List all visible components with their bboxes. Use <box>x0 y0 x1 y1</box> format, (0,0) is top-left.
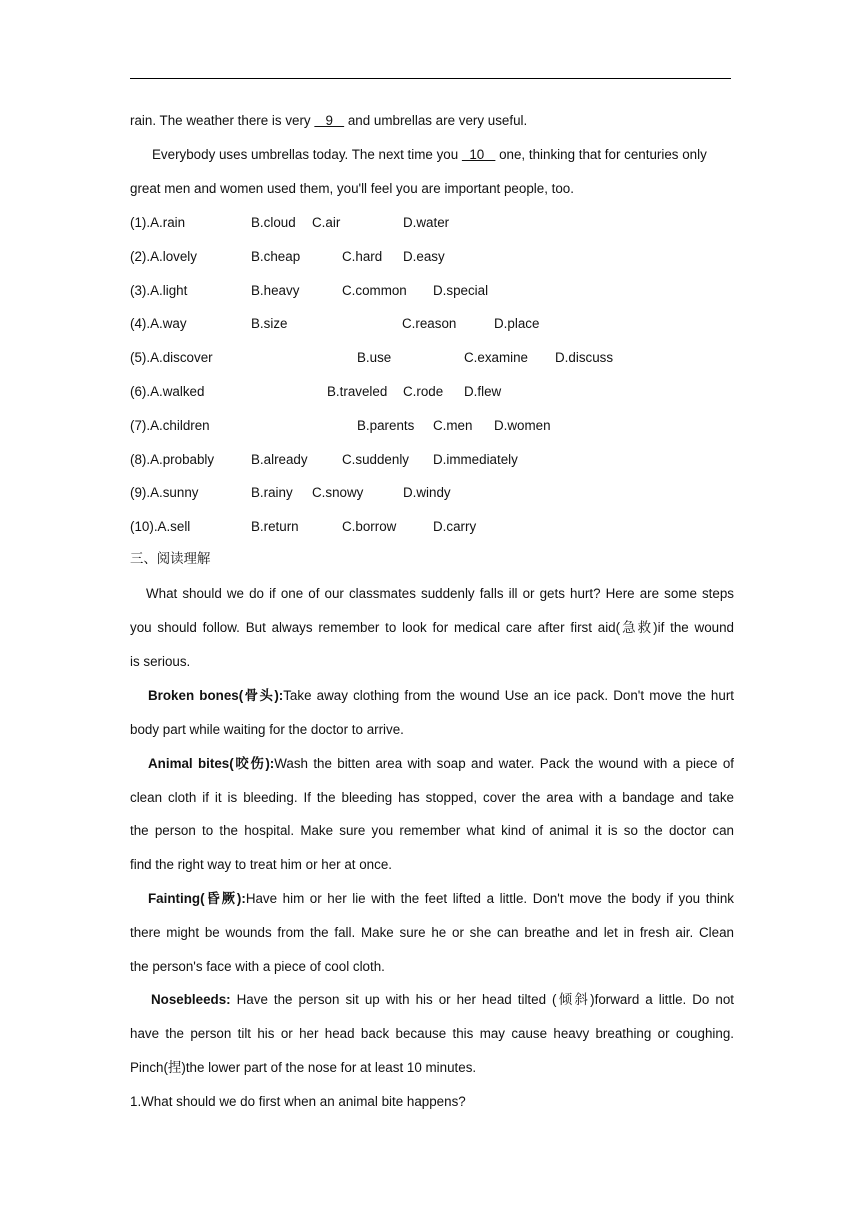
option-2-d: D.easy <box>403 248 445 264</box>
option-1-d: D.water <box>403 215 450 230</box>
text: 骨头 <box>243 688 275 704</box>
option-6-b: B.traveled <box>327 384 388 399</box>
text: Broken bones( <box>148 688 244 703</box>
option-8-c: C.suddenly <box>342 451 409 467</box>
fainting-line-2: there might be wounds from the fall. Make sure he or she can breathe and let in fresh air. Clean <box>130 925 734 940</box>
nosebleeds-line-2: have the person tilt his or her head back because this may cause heavy breathing or coughing. <box>130 1026 734 1041</box>
animal-bites-line-3: the person to the hospital. Make sure you remember what kind of animal it is so the doctor can <box>130 823 734 838</box>
option-4-a: (4).A.way <box>130 316 187 332</box>
option-5-d: D.discuss <box>555 350 614 366</box>
animal-bites-heading <box>148 756 274 771</box>
passage-line-2 <box>152 146 756 164</box>
text: 急救 <box>620 621 654 636</box>
text: and umbrellas are very useful. <box>344 113 528 128</box>
option-5-a: (5).A.discover <box>130 350 213 366</box>
text: Everybody uses umbrellas today. The next time you <box>152 147 462 162</box>
fainting-line-3: the person's face with a piece of cool cloth. <box>130 959 385 974</box>
text: Have him or her lie with the feet lifted a little. Don't move the body if you think <box>245 891 734 906</box>
section-heading: 三、阅读理解 <box>130 552 211 567</box>
option-7-a: (7).A.children <box>130 417 210 433</box>
text: 昏厥 <box>204 891 237 907</box>
text: ): <box>265 756 275 771</box>
option-10-c: C.borrow <box>342 519 397 535</box>
nosebleeds-line-1 <box>151 991 734 1010</box>
option-6-c: C.rode <box>403 384 444 399</box>
passage-line-1 <box>130 112 734 130</box>
animal-bites-line-2: clean cloth if it is bleeding. If the bleeding has stopped, cover the area with a bandage and take <box>130 790 734 805</box>
option-10-a: (10).A.sell <box>130 519 191 535</box>
option-3-a: (3).A.light <box>130 282 188 298</box>
intro-line-2 <box>130 619 734 638</box>
intro-line-3: is serious. <box>130 654 191 669</box>
broken-bones-heading <box>148 688 283 703</box>
blank-9: 9 <box>314 113 345 128</box>
text: 咬伤 <box>233 756 266 772</box>
option-3-c: C.common <box>342 282 407 298</box>
option-1-c: C.air <box>312 215 341 230</box>
option-8-a: (8).A.probably <box>130 451 215 467</box>
broken-bones-line-1 <box>148 687 734 705</box>
option-3-d: D.special <box>433 282 489 298</box>
option-5-b: B.use <box>357 350 392 366</box>
animal-bites-line-4: find the right way to treat him or her at once. <box>130 857 392 872</box>
text: 捏 <box>167 1061 182 1076</box>
text: )the lower part of the nose for at least 10 minutes. <box>181 1060 477 1075</box>
option-3-b: B.heavy <box>251 282 300 298</box>
nosebleeds-line-3 <box>130 1059 734 1078</box>
option-2-b: B.cheap <box>251 248 301 264</box>
option-6-a: (6).A.walked <box>130 384 205 399</box>
option-9-a: (9).A.sunny <box>130 485 199 501</box>
text: Fainting( <box>148 891 205 906</box>
option-2-c: C.hard <box>342 248 383 264</box>
fainting-heading <box>148 891 246 906</box>
option-7-d: D.women <box>494 417 551 433</box>
nosebleeds-heading: Nosebleeds: <box>151 992 231 1007</box>
option-1-b: B.cloud <box>251 215 296 230</box>
text: Have the person sit up with his or her head tilted ( <box>230 992 557 1007</box>
option-9-d: D.windy <box>403 485 451 501</box>
option-10-b: B.return <box>251 519 299 535</box>
option-10-d: D.carry <box>433 519 477 535</box>
broken-bones-line-2: body part while waiting for the doctor to arrive. <box>130 722 404 737</box>
option-4-c: C.reason <box>402 316 457 332</box>
option-5-c: C.examine <box>464 350 529 366</box>
question-1: 1.What should we do first when an animal bite happens? <box>130 1094 466 1109</box>
text: )forward a little. Do not <box>590 992 734 1007</box>
text: rain. The weather there is very <box>130 113 315 128</box>
option-7-b: B.parents <box>357 417 415 433</box>
text: one, thinking that for centuries only <box>495 147 707 162</box>
option-9-b: B.rainy <box>251 485 293 501</box>
option-4-b: B.size <box>251 316 288 332</box>
option-8-b: B.already <box>251 451 308 467</box>
option-2-a: (2).A.lovely <box>130 248 197 264</box>
passage-line-3: great men and women used them, you'll feel you are important people, too. <box>130 181 574 196</box>
option-6-d: D.flew <box>464 384 502 399</box>
fainting-line-1 <box>148 890 734 908</box>
text: )if the wound <box>653 620 735 635</box>
text: Pinch( <box>130 1060 168 1075</box>
text: Take away clothing from the wound Use an ice pack. Don't move the hurt <box>283 688 735 703</box>
intro-line-1: What should we do if one of our classmates suddenly falls ill or gets hurt? Here are some steps <box>146 586 734 601</box>
option-4-d: D.place <box>494 316 540 332</box>
text: Wash the bitten area with soap and water. Pack the wound with a piece of <box>274 756 735 771</box>
text: you should follow. But always remember to look for medical care after first aid( <box>130 620 621 635</box>
header-rule <box>130 78 731 79</box>
blank-10: 10 <box>461 147 496 162</box>
text: Animal bites( <box>148 756 234 771</box>
text: 倾斜 <box>556 993 591 1008</box>
option-9-c: C.snowy <box>312 485 364 501</box>
text: ): <box>236 891 246 906</box>
animal-bites-line-1 <box>148 755 734 773</box>
option-8-d: D.immediately <box>433 451 518 467</box>
text: ): <box>274 688 284 703</box>
option-7-c: C.men <box>433 417 473 433</box>
option-1-a: (1).A.rain <box>130 215 186 230</box>
